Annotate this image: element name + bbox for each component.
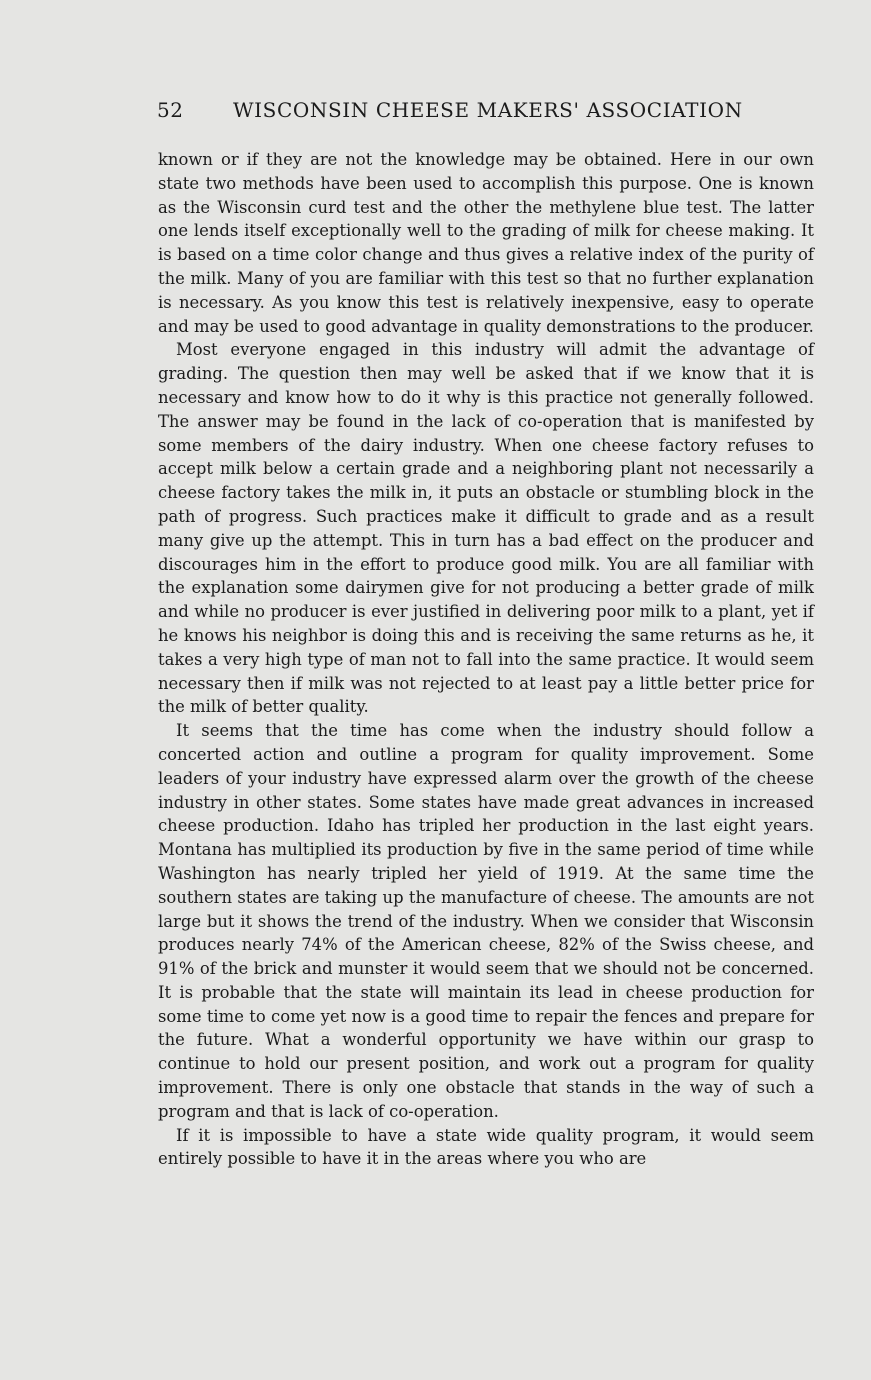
paragraph-continued: known or if they are not the knowledge may be obtained. Here in our own state two methods have been used to accomplish this purpose. One is known as the Wisconsin curd test and the other the methylene blue test. The latter one lends itself exceptionally well to the grading of milk for cheese making. It is based on a time color change and thus gives a relative index of the purity of the milk. Many of you are familiar with this test so that no further explanation is necessary. As you know this test is relatively inexpensive, easy to operate and may be used to good advantage in quality demonstrations to the producer. <box>158 150 814 336</box>
paragraph-state-wide: If it is impossible to have a state wide quality program, it would seem entirely possible to have it in the areas where you who are <box>158 1125 814 1169</box>
paragraph-quality-program: It seems that the time has come when the industry should follow a concerted action and outline a program for quality improvement. Some leaders of your industry have expressed alarm over the growth of the cheese industry in other states. Some states have made great advances in increased cheese production. Idaho has tripled her production in the last eight years. Montana has multiplied its production by five in the same period of time while Washington has nearly tripled her yield of 1919. At the same time the southern states are taking up the manufacture of cheese. The amounts are not large but it shows the trend of the industry. When we consider that Wisconsin produces nearly 74% of the American cheese, 82% of the Swiss cheese, and 91% of the brick and munster it would seem that we should not be concerned. It is probable that the state will maintain its lead in cheese production for some time to come yet now is a good time to repair the fences and prepare for the future. What a wonderful opportunity we have within our grasp to continue to hold our present position, and work out a program for quality improvement. There is only one obstacle that stands in the way of such a program and that is lack of co-operation. <box>158 721 814 1121</box>
page-number: 52 <box>157 98 184 122</box>
body-text <box>158 148 814 1171</box>
running-title: WISCONSIN CHEESE MAKERS' ASSOCIATION <box>233 98 743 122</box>
paragraph-grading: Most everyone engaged in this industry will admit the advantage of grading. The question then may well be asked that if we know that it is necessary and know how to do it why is this practice not generally followed. The answer may be found in the lack of co-operation that is manifested by some members of the dairy industry. When one cheese factory refuses to accept milk below a certain grade and a neighboring plant not necessarily a cheese factory takes the milk in, it puts an obstacle or stumbling block in the path of progress. Such practices make it difficult to grade and as a result many give up the attempt. This in turn has a bad effect on the producer and discourages him in the effort to produce good milk. You are all familiar with the explanation some dairymen give for not producing a better grade of milk and while no producer is ever justified in delivering poor milk to a plant, yet if he knows his neighbor is doing this and is receiving the same returns as he, it takes a very high type of man not to fall into the same practice. It would seem necessary then if milk was not rejected to at least pay a little better price for the milk of better quality. <box>158 340 814 717</box>
page-header <box>155 98 815 128</box>
